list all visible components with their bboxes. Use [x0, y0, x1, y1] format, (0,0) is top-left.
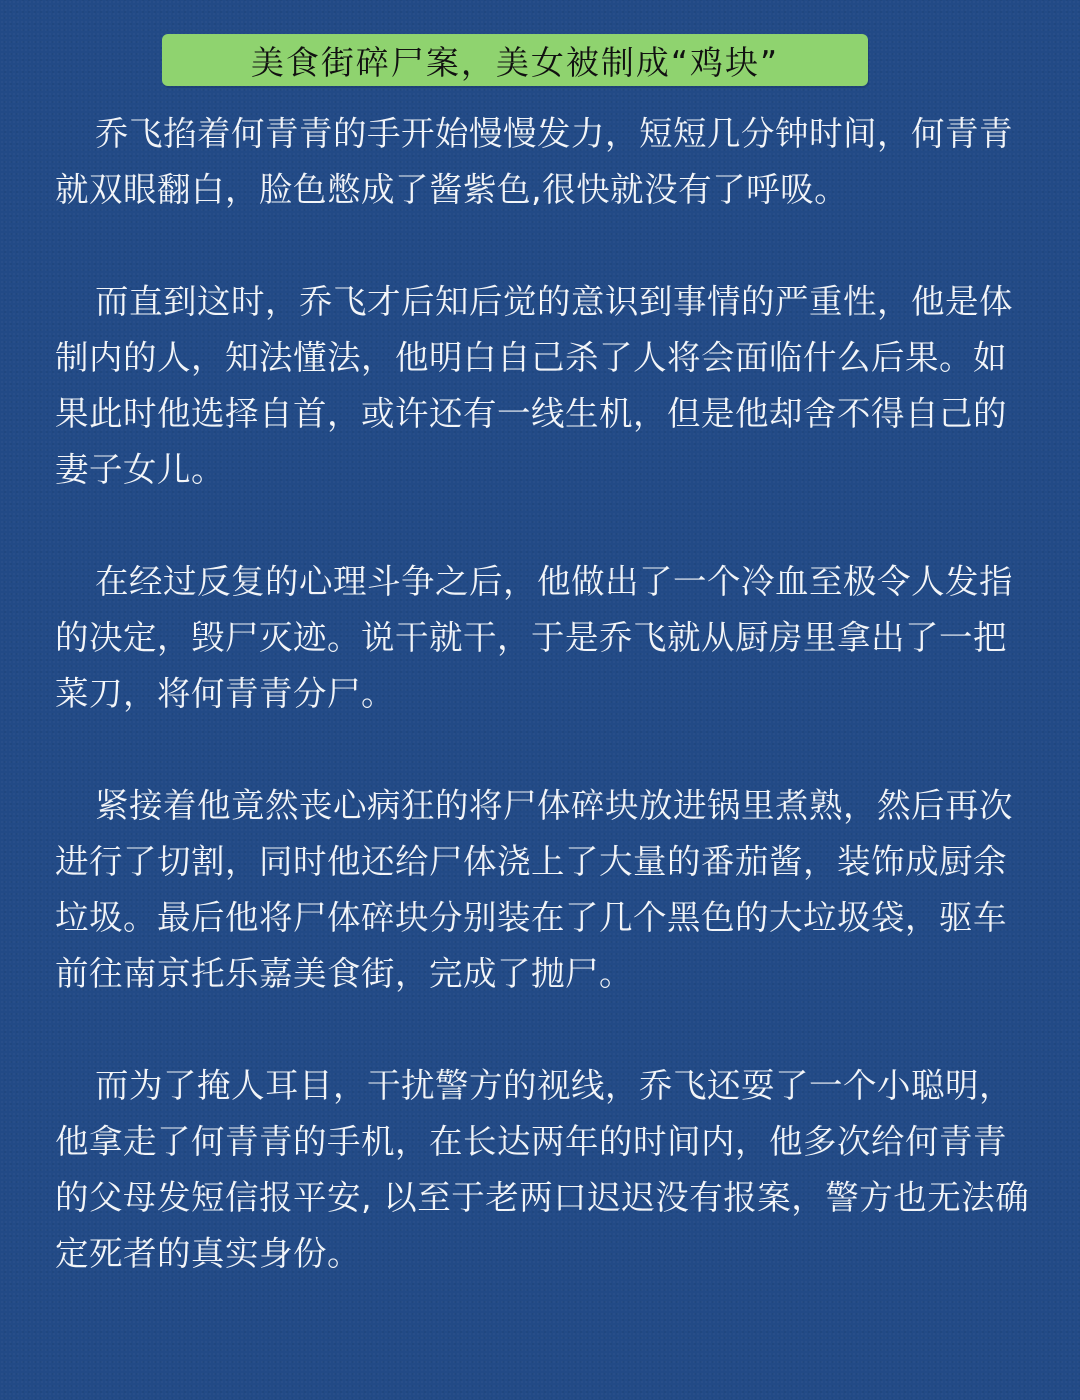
paragraph-3: 在经过反复的心理斗争之后，他做出了一个冷血至极令人发指的决定，毁尸灭迹。说干就干，于是乔飞就从厨房里拿出了一把菜刀，将何青青分尸。 [55, 562, 1013, 713]
paragraph-5: 而为了掩人耳目，干扰警方的视线，乔飞还耍了一个小聪明，他拿走了何青青的手机，在长达两年的时间内，他多次给何青青的父母发短信报平安, 以至于老两口迟迟没有报案，警方也无法确定死者的真实身份。 [55, 1066, 1030, 1273]
paragraph-2: 而直到这时，乔飞才后知后觉的意识到事情的严重性，他是体制内的人，知法懂法，他明白自己杀了人将会面临什么后果。如果此时他选择自首，或许还有一线生机，但是他却舍不得自己的妻子女儿。 [55, 282, 1013, 489]
paragraph-1: 乔飞掐着何青青的手开始慢慢发力，短短几分钟时间，何青青就双眼翻白，脸色憋成了酱紫色,很快就没有了呼吸。 [55, 114, 1013, 209]
article-body [55, 106, 1030, 1282]
paragraph-4: 紧接着他竟然丧心病狂的将尸体碎块放进锅里煮熟，然后再次进行了切割，同时他还给尸体浇上了大量的番茄酱，装饰成厨余垃圾。最后他将尸体碎块分别装在了几个黑色的大垃圾袋，驱车前往南京托乐嘉美食街，完成了抛尸。 [55, 786, 1013, 993]
article-title: 美食街碎尸案，美女被制成“鸡块” [250, 42, 780, 82]
title-banner [162, 34, 868, 86]
